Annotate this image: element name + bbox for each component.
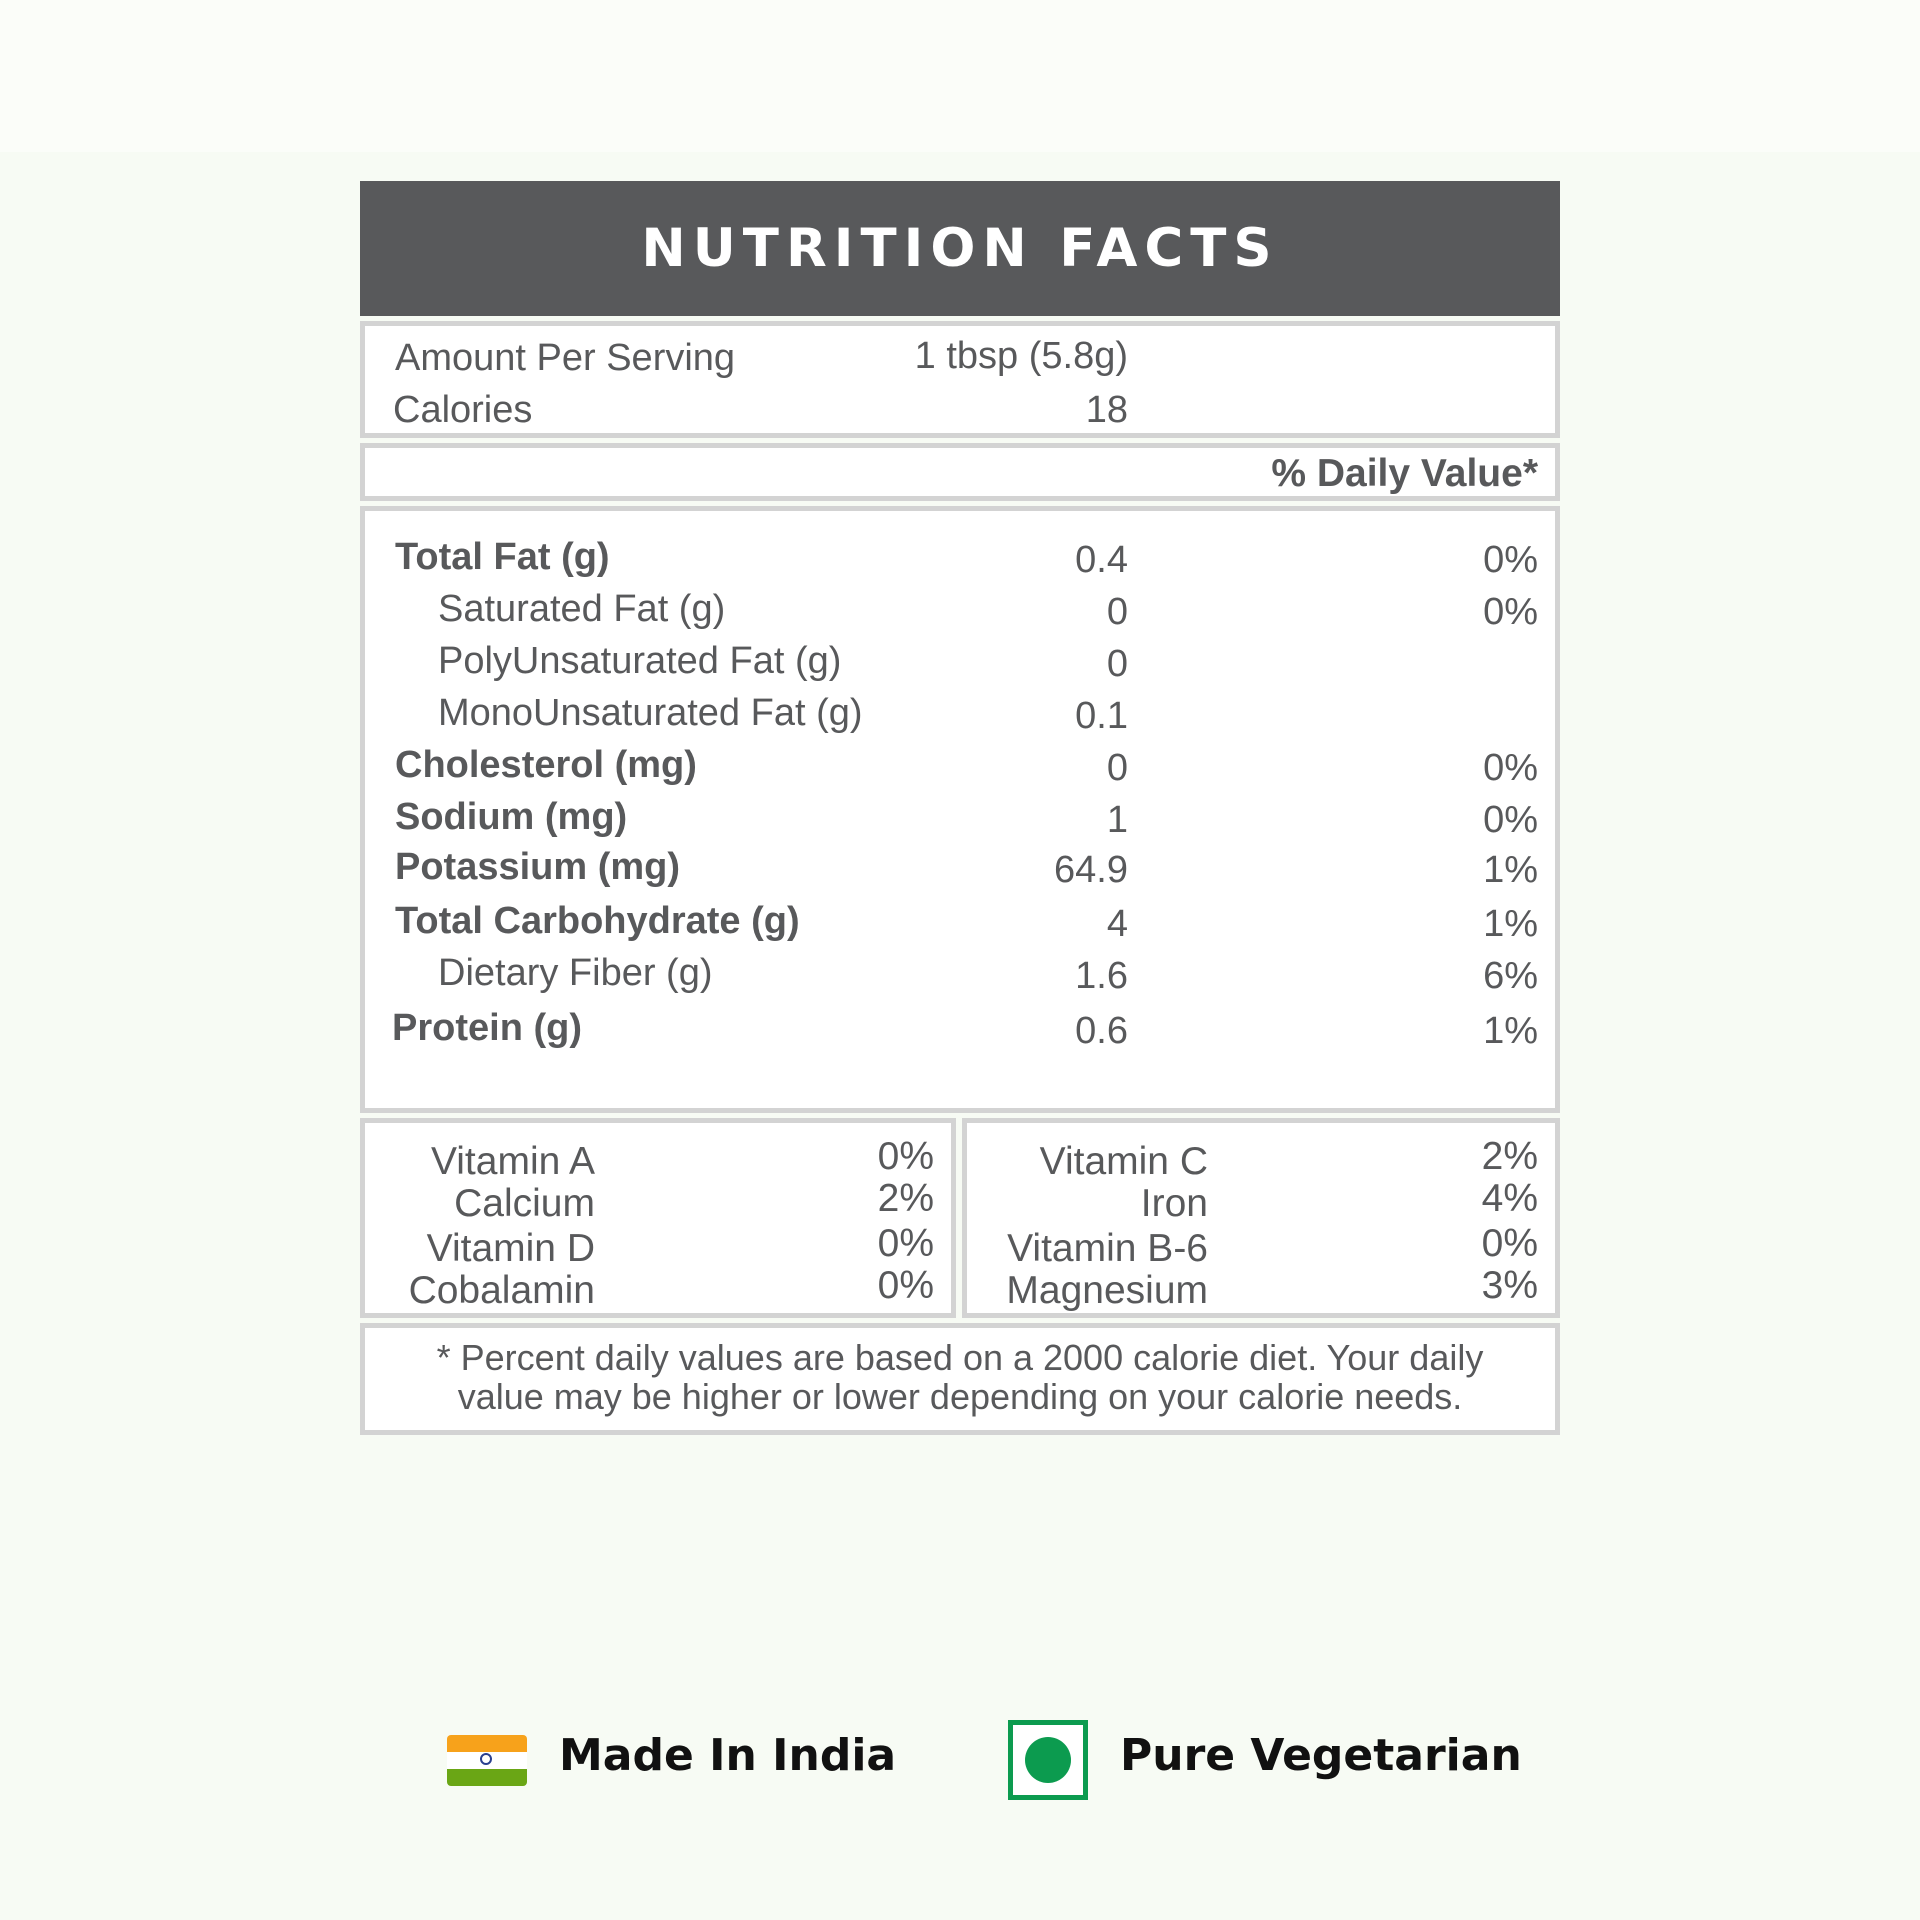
daily-value-header: % Daily Value*	[1271, 452, 1538, 495]
nutrition-label	[360, 181, 1560, 1435]
nutrient-amount: 0.1	[1075, 695, 1128, 737]
india-flag-icon	[447, 1735, 527, 1786]
nutrient-row	[365, 588, 1555, 638]
vitamin-row	[967, 1135, 1555, 1184]
nutrient-row	[365, 640, 1555, 690]
badges-row	[0, 1720, 1920, 1800]
nutrient-row	[365, 536, 1555, 586]
footnote-section	[360, 1323, 1560, 1435]
nutrient-row	[365, 900, 1555, 950]
nutrient-row	[365, 692, 1555, 742]
footnote-line-2: value may be higher or lower depending on your calorie needs.	[457, 1376, 1463, 1417]
calories-value: 18	[1085, 389, 1128, 431]
vitamin-value: 0%	[877, 1135, 934, 1178]
nutrient-row	[365, 846, 1555, 896]
nutrient-daily-value: 6%	[1483, 955, 1538, 997]
label-title: NUTRITION FACTS	[641, 218, 1279, 279]
vitamin-name: Iron	[1140, 1182, 1208, 1225]
nutrient-amount: 1.6	[1075, 955, 1128, 997]
vitamin-name: Vitamin B-6	[1007, 1227, 1208, 1270]
nutrient-amount: 64.9	[1054, 849, 1128, 891]
nutrient-name: Total Carbohydrate (g)	[395, 900, 800, 942]
pure-vegetarian-label: Pure Vegetarian	[1120, 1730, 1522, 1781]
nutrient-amount: 0	[1106, 643, 1128, 685]
vitamin-row	[365, 1264, 951, 1313]
nutrient-name: PolyUnsaturated Fat (g)	[438, 640, 842, 682]
nutrient-daily-value: 1%	[1483, 903, 1538, 945]
vegetarian-mark-icon	[1008, 1720, 1088, 1800]
nutrient-name: Dietary Fiber (g)	[438, 952, 713, 994]
serving-section	[360, 321, 1560, 438]
nutrient-daily-value: 0%	[1483, 591, 1538, 633]
nutrient-daily-value: 1%	[1483, 1010, 1538, 1052]
nutrient-daily-value: 0%	[1483, 539, 1538, 581]
serving-size-value: 1 tbsp (5.8g)	[914, 335, 1128, 377]
nutrient-row	[365, 952, 1555, 1002]
vitamin-value: 0%	[877, 1264, 934, 1307]
nutrient-name: Potassium (mg)	[395, 846, 681, 888]
vitamin-value: 4%	[1481, 1177, 1538, 1220]
vegetarian-dot-icon	[1025, 1737, 1071, 1783]
nutrient-name: MonoUnsaturated Fat (g)	[438, 692, 863, 734]
vitamins-section	[360, 1118, 1560, 1318]
footnote	[405, 1338, 1515, 1416]
vitamin-name: Cobalamin	[408, 1269, 595, 1312]
vitamin-value: 3%	[1481, 1264, 1538, 1307]
vitamin-value: 0%	[1481, 1222, 1538, 1265]
nutrient-name: Protein (g)	[392, 1007, 582, 1049]
nutrient-amount: 0	[1106, 591, 1128, 633]
nutrient-amount: 0.4	[1075, 539, 1128, 581]
vitamin-name: Vitamin A	[430, 1140, 595, 1183]
nutrient-name: Sodium (mg)	[395, 796, 628, 838]
top-band	[0, 0, 1920, 152]
vitamin-row	[365, 1222, 951, 1271]
nutrient-daily-value: 1%	[1483, 849, 1538, 891]
nutrient-name: Saturated Fat (g)	[438, 588, 726, 630]
amount-per-serving-label: Amount Per Serving	[395, 337, 736, 379]
vitamin-row	[365, 1135, 951, 1184]
vitamin-value: 2%	[1481, 1135, 1538, 1178]
vitamins-right-column	[962, 1118, 1560, 1318]
vitamin-row	[967, 1222, 1555, 1271]
nutrient-amount: 4	[1106, 903, 1128, 945]
nutrient-daily-value: 0%	[1483, 747, 1538, 789]
vitamin-row	[967, 1177, 1555, 1226]
vitamin-name: Vitamin C	[1039, 1140, 1208, 1183]
nutrient-row	[365, 796, 1555, 846]
vitamin-row	[365, 1177, 951, 1226]
made-in-india-label: Made In India	[559, 1730, 897, 1781]
label-header	[360, 181, 1560, 316]
vitamin-value: 2%	[877, 1177, 934, 1220]
vitamins-left-column	[360, 1118, 956, 1318]
vitamin-row	[967, 1264, 1555, 1313]
nutrient-name: Cholesterol (mg)	[395, 744, 697, 786]
nutrient-daily-value: 0%	[1483, 799, 1538, 841]
nutrient-amount: 1	[1106, 799, 1128, 841]
nutrients-section	[360, 506, 1560, 1113]
vitamin-name: Vitamin D	[426, 1227, 595, 1270]
vitamin-name: Magnesium	[1006, 1269, 1208, 1312]
daily-value-header-section	[360, 443, 1560, 501]
nutrient-name: Total Fat (g)	[395, 536, 610, 578]
nutrient-row	[365, 1007, 1555, 1057]
nutrient-row	[365, 744, 1555, 794]
vitamin-name: Calcium	[454, 1182, 595, 1225]
ashoka-chakra-icon	[480, 1753, 492, 1765]
nutrient-amount: 0.6	[1075, 1010, 1128, 1052]
nutrient-amount: 0	[1106, 747, 1128, 789]
calories-label: Calories	[393, 389, 533, 431]
footnote-line-1: * Percent daily values are based on a 2000 calorie diet. Your daily	[436, 1337, 1484, 1378]
vitamin-value: 0%	[877, 1222, 934, 1265]
